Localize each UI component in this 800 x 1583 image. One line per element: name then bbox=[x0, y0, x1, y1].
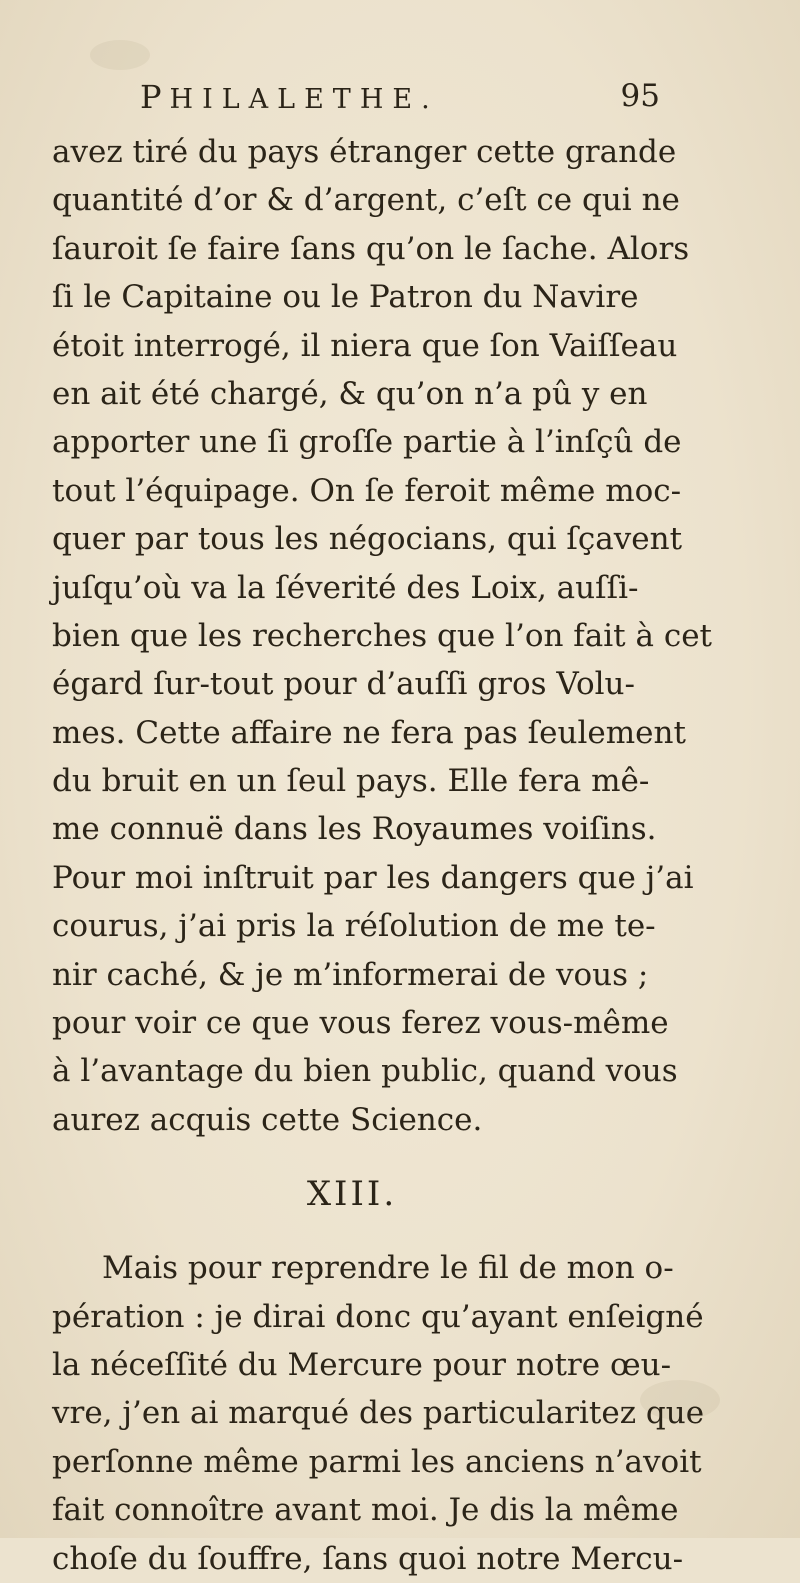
text-line: pour voir ce que vous ferez vous-même bbox=[52, 1005, 669, 1042]
text-line: bien que les recherches que l’on fait à cet bbox=[52, 617, 712, 654]
paragraph-2 bbox=[52, 1244, 705, 1583]
text-line: égard ſur-tout pour d’auſſi gros Volu- bbox=[52, 666, 635, 703]
text-line: à l’avantage du bien public, quand vous bbox=[52, 1053, 678, 1090]
text-line: étoit interrogé, il niera que ſon Vaiſſeau bbox=[52, 327, 678, 364]
text-line: courus, j’ai pris la réſolution de me te- bbox=[52, 908, 656, 945]
text-line: aurez acquis cette Science. bbox=[52, 1101, 483, 1138]
running-head bbox=[140, 78, 660, 118]
text-line: quantité d’or & d’argent, c’eſt ce qui ne bbox=[52, 182, 680, 219]
running-title bbox=[140, 78, 439, 116]
text-line: la néceſſité du Mercure pour notre œu- bbox=[52, 1346, 672, 1383]
text-line: fait connoître avant moi. Je dis la même bbox=[52, 1492, 679, 1529]
text-line: du bruit en un ſeul pays. Elle fera mê- bbox=[52, 763, 650, 800]
paragraph-1 bbox=[52, 128, 712, 1144]
text-body bbox=[52, 128, 712, 1583]
running-title-rest: HILALETHE. bbox=[169, 84, 439, 115]
text-line: en ait été chargé, & qu’on n’a pû y en bbox=[52, 375, 648, 412]
text-line: avez tiré du pays étranger cette grande bbox=[52, 134, 677, 170]
text-line: me connuë dans les Royaumes voiſins. bbox=[52, 811, 657, 848]
text-line: tout l’équipage. On ſe feroit même moc- bbox=[52, 472, 682, 509]
page-number: 95 bbox=[620, 78, 660, 114]
text-line: nir caché, & je m’informerai de vous ; bbox=[52, 956, 649, 993]
text-line: vre, j’en ai marqué des particularitez que bbox=[52, 1395, 705, 1432]
text-line: quer par tous les négocians, qui ſçavent bbox=[52, 521, 683, 558]
text-line: ſauroit ſe faire ſans qu’on le ſache. Alors bbox=[52, 230, 690, 267]
paper-stain bbox=[90, 40, 150, 70]
text-line: perſonne même parmi les anciens n’avoit bbox=[52, 1443, 702, 1480]
text-line: juſqu’où va la ſéverité des Loix, auſſi- bbox=[52, 569, 639, 606]
text-line: choſe du ſouffre, ſans quoi notre Mercu- bbox=[52, 1540, 684, 1577]
section-heading: XIII. bbox=[306, 1174, 398, 1215]
text-line: mes. Cette affaire ne fera pas ſeulement bbox=[52, 714, 686, 751]
running-title-initial: P bbox=[140, 78, 170, 116]
text-line: apporter une ſi groſſe partie à l’inſçû de bbox=[52, 424, 682, 461]
text-line: ſi le Capitaine ou le Patron du Navire bbox=[52, 279, 639, 316]
text-line: Pour moi inſtruit par les dangers que j’ai bbox=[52, 859, 694, 896]
text-line: Mais pour reprendre le fil de mon o- bbox=[102, 1250, 674, 1287]
text-line: pération : je dirai donc qu’ayant enſeigné bbox=[52, 1298, 704, 1335]
